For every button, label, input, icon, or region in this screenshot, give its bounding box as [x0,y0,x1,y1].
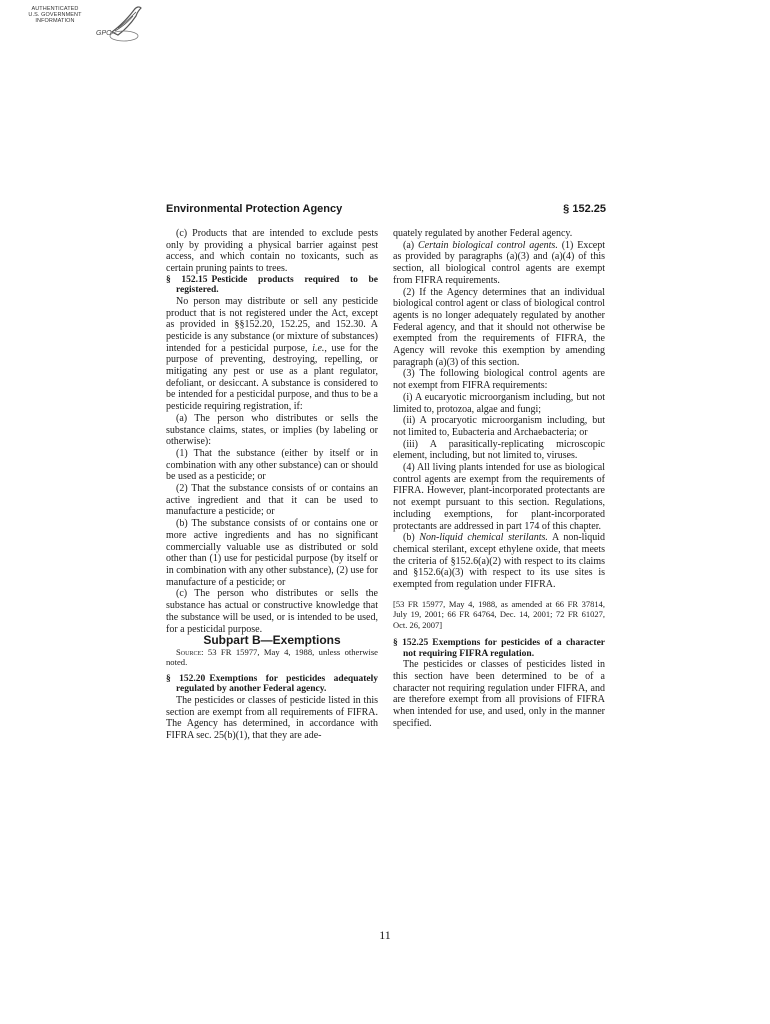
header-agency: Environmental Protection Agency [166,203,343,215]
paragraph: (b) Non-liquid chemical sterilants. A non-liquid chemical sterilant, except ethylene oxide, that meets the criteria of §152.6(a)(2) with respect to its claims and §152.6(a)(3) with respect to its use sites is exempted from regulation under FIFRA. [393,532,606,591]
paragraph: (4) All living plants intended for use as biological control agents are exempt from the requirements of FIFRA. However, plant-incorporated protectants are not exempt pursuant to this section. Regulations, including exemptions, for plant-incorporated protectants are addressed in part 174 of this chapter. [393,462,605,532]
paragraph: (1) That the substance (either by itself or in combination with any other substance) can or should be used as a pesticide; or [166,447,378,483]
paragraph: (i) A eucaryotic microorganism including, but not limited to, protozoa, algae and fungi; [393,391,605,415]
paragraph: (b) The substance consists of or contains one or more active ingredients and has no significant commercially valuable use as distributed or sold other than (1) use for pesticidal purpose (by itself or in combination with any other substance), (2) use for manufacture of a pesticide; or [166,518,378,588]
paragraph: (2) That the substance consists of or contains an active ingredient and that it can be used to manufacture a pesticide; or [166,483,378,518]
running-header [166,203,606,219]
gpo-mark: GPO [96,30,112,37]
section-heading-152-20: § 152.20 Exemptions for pesticides adequately regulated by another Federal agency. [166,673,378,695]
source-note: Source: 53 FR 15977, May 4, 1988, unless otherwise noted. [166,646,378,668]
section-heading-152-25: § 152.25 Exemptions for pesticides of a character not requiring FIFRA regulation. [393,638,605,659]
amendment-citation: [53 FR 15977, May 4, 1988, as amended at 66 FR 37814, July 19, 2001; 66 FR 64764, Dec. 14, 2001; 72 FR 61027, Oct. 26, 2007] [393,598,605,630]
paragraph: (a) The person who distributes or sells the substance claims, states, or implies (by labeling or otherwise): [166,412,378,448]
gpo-authentication-text: AUTHENTICATED U.S. GOVERNMENT INFORMATION [28,6,82,24]
paragraph: No person may distribute or sell any pesticide product that is not registered under the Act, except as provided in §§152.20, 152.25, and 152.30. A pesticide is any substance (or mixture of substances) intended for a pesticidal purpose, i.e., use for the purpose of preventing, destroying, repelling, or mitigating any pest or use as a plant regulator, defoliant, or desiccant. A substance is considered to be intended for a pesticidal purpose, and thus to be a pesticide requiring registration, if: [166,295,379,413]
paragraph: (iii) A parasitically-replicating microscopic element, including, but not limited to, viruses. [393,438,605,462]
page-number: 11 [379,928,391,942]
left-column [166,228,378,742]
paragraph: (a) Certain biological control agents. (1) Except as provided by paragraphs (a)(3) and (a)(4) of this section, all biological control agents are exempt from FIFRA requirements. [393,239,605,286]
right-column [393,228,605,730]
paragraph: (c) The person who distributes or sells the substance has actual or constructive knowledge that the substance will be used, or is intended to be used, for a pesticidal purpose. [166,588,378,635]
header-section: § 152.25 [563,203,606,215]
subpart-heading: Subpart B—Exemptions [203,633,341,648]
paragraph: (3) The following biological control agents are not exempt from FIFRA requirements: [393,368,605,392]
paragraph: (2) If the Agency determines that an individual biological control agent or class of biological control agents is no longer adequately regulated by another Federal agency, and that it should not otherwise be exempted from the requirements of FIFRA, the Agency will revoke this exemption by amending paragraph (a)(3) of this section. [393,286,605,368]
paragraph: quately regulated by another Federal agency. [393,228,573,239]
paragraph: (ii) A procaryotic microorganism including, but not limited to, Eubacteria and Archaebacteria; or [393,415,605,438]
paragraph: The pesticides or classes of pesticide listed in this section are exempt from all requirements of FIFRA. The Agency has determined, in accordance with FIFRA sec. 25(b)(1), that they are ade- [166,694,378,742]
paragraph: The pesticides or classes of pesticides listed in this section have been determined to be of a character not requiring regulation under FIFRA, and are therefore exempt from all provisions of FIFRA when intended for use, and used, only in the manner specified. [393,659,605,729]
paragraph: (c) Products that are intended to exclude pests only by providing a physical barrier against pest access, and which contain no toxicants, such as certain pruning paints to trees. [166,228,378,275]
section-heading-152-15: § 152.15 Pesticide products required to be registered. [166,274,378,296]
